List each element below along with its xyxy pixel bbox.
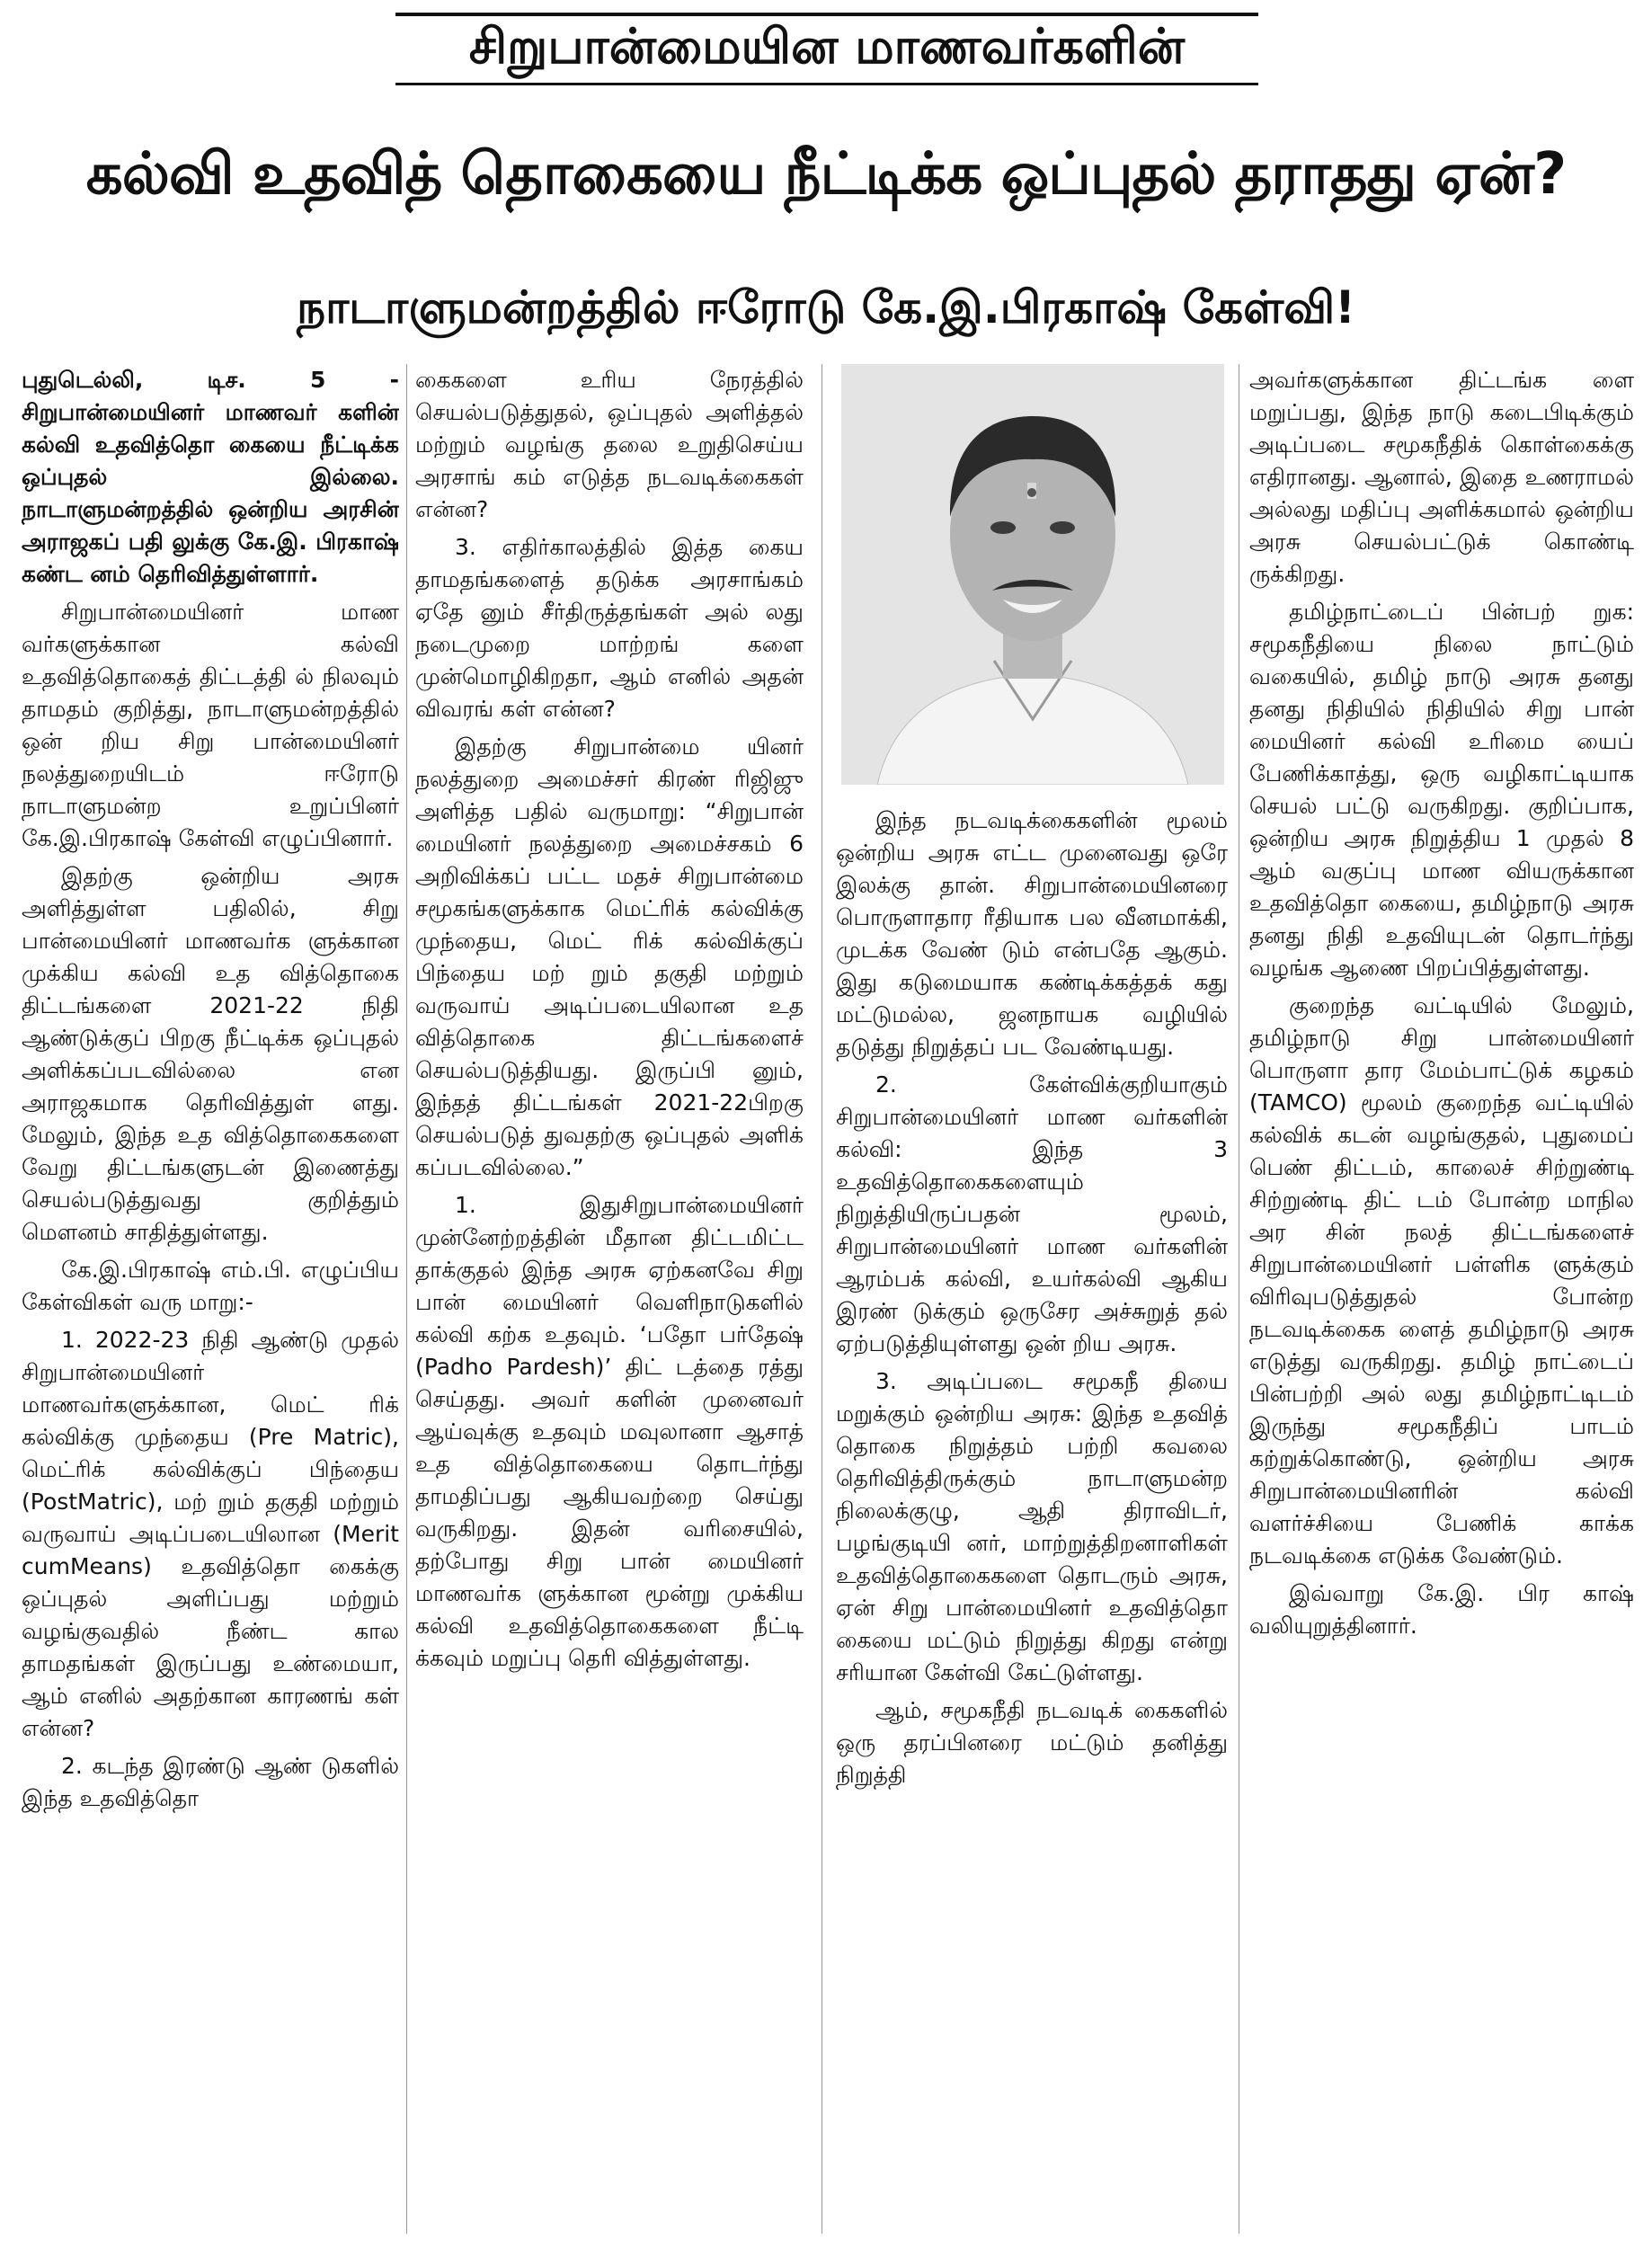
headline: கல்வி உதவித் தொகையை நீட்டிக்க ஒப்புதல் தராதது ஏன்? <box>85 141 1567 208</box>
paragraph: தமிழ்நாட்டைப் பின்பற் றுக: சமூகநீதியை நிலை நாட்டும் வகையில், தமிழ் நாடு அரசு தனது தனது நிதியில் நிதியில் சிறு பான் மையினர் கல்வி உரிமை யைப் பேணிக்காத்து, ஒரு வழிகாட்டியாக செயல் பட்டு வருகிறது. குறிப்பாக, ஒன்றிய அரசு நிறுத்திய 1 முதல் 8 ஆம் வகுப்பு மாண வியருக்கான உதவித்தொ கையை, தமிழ்நாடு அரசு தனது நிதி உதவியுடன் தொடர்ந்து வழங்க ஆணை பிறப்பித்துள்ளது. <box>1249 599 1634 981</box>
paragraph: 1. 2022-23 நிதி ஆண்டு முதல் சிறுபான்மையினர் மாணவர்களுக்கான, மெட் ரிக் கல்விக்கு முந்தைய (Pre Matric), மெட்ரிக் கல்விக்குப் பிந்தைய (PostMatric), மற் றும் தகுதி மற்றும் வருவாய் அடிப்படையிலான (Merit cumMeans) உதவித்தொ கைக்கு ஒப்புதல் அளிப்பது மற்றும் வழங்குவதில் நீண்ட கால தாமதங்கள் இருப்பது உண்மையா, ஆம் எனில் அதற்கான காரணங் கள் என்ன? <box>22 1327 399 1741</box>
lead-paragraph: புதுடெல்லி, டிச. 5 - சிறுபான்மையினர் மாணவர் களின் கல்வி உதவித்தொ கையை நீட்டிக்க ஒப்புதல் இல்லை. நாடாளுமன்றத்தில் ஒன்றிய அரசின் அராஜகப் பதி லுக்கு கே.இ. பிரகாஷ் கண்ட னம் தெரிவித்துள்ளார். <box>22 367 399 587</box>
paragraph: இந்த நடவடிக்கைகளின் மூலம் ஒன்றிய அரசு எட்ட முனைவது ஒரே இலக்கு தான். சிறுபான்மையினரை பொருளாதார ரீதியாக பல வீனமாக்கி, முடக்க வேண் டும் என்பதே ஆகும். இது கடுமையாக கண்டிக்கத்தக் கது மட்டுமல்ல, ஜனநாயக வழியில் தடுத்து நிறுத்தப் பட வேண்டியது. <box>836 807 1228 1060</box>
paragraph: குறைந்த வட்டியில் மேலும், தமிழ்நாடு சிறு பான்மையினர் பொருளா தார மேம்பாட்டுக் கழகம் (TAMCO) மூலம் குறைந்த வட்டியில் கல்விக் கடன் வழங்குதல், புதுமைப் பெண் திட்டம், காலைச் சிற்றுண்டி சிற்றுண்டி திட் டம் போன்ற மாநில அர சின் நலத் திட்டங்களைச் சிறுபான்மையினர் பள்ளிக ளுக்கும் விரிவுபடுத்துதல் போன்ற நடவடிக்கைக ளைத் தமிழ்நாடு அரசு எடுத்து வருகிறது. தமிழ் நாட்டைப் பின்பற்றி அல் லது தமிழ்நாட்டிடம் இருந்து சமூகநீதிப் பாடம் கற்றுக்கொண்டு, ஒன்றிய அரசு சிறுபான்மையினரின் கல்வி வளர்ச்சியை பேணிக் காக்க நடவடிக்கை எடுக்க வேண்டும். <box>1249 992 1634 1569</box>
portrait-icon <box>841 364 1224 785</box>
paragraph: 3. எதிர்காலத்தில் இத்த கைய தாமதங்களைத் தடுக்க அரசாங்கம் ஏதே னும் சீர்திருத்தங்கள் அல் லது நடைமுறை மாற்றங் களை முன்மொழிகிறதா, ஆம் எனில் அதன் விவரங் கள் என்ன? <box>415 534 804 722</box>
paragraph: 3. அடிப்படை சமூகநீ தியை மறுக்கும் ஒன்றிய அரசு: இந்த உதவித் தொகை நிறுத்தம் பற்றி கவலை தெரிவித்திருக்கும் நாடாளுமன்ற நிலைக்குழு, ஆதி திராவிடர், பழங்குடியி னர், மாற்றுத்திறனாளிகள் உதவித்தொகைகளை தொடரும் அரசு, ஏன் சிறு பான்மையினர் உதவித்தொ கையை மட்டும் நிறுத்து கிறது என்று சரியான கேள்வி கேட்டுள்ளது. <box>836 1368 1228 1685</box>
paragraph: இதற்கு ஒன்றிய அரசு அளித்துள்ள பதிலில், சிறு பான்மையினர் மாணவர்க ளுக்கான முக்கிய கல்வி உத வித்தொகை திட்டங்களை 2021-22 நிதி ஆண்டுக்குப் பிறகு நீட்டிக்க ஒப்புதல் அளிக்கப்படவில்லை என அராஜகமாக தெரிவித்துள் ளது. மேலும், இந்த உத வித்தொகைகளை வேறு திட்டங்களுடன் இணைத்து செயல்படுத்துவது குறித்தும் மௌனம் சாதித்துள்ளது. <box>22 863 399 1245</box>
paragraph: கே.இ.பிரகாஷ் எம்.பி. எழுப்பிய கேள்விகள் வரு மாறு:- <box>22 1257 399 1315</box>
article-column-1 <box>22 364 399 2243</box>
paragraph: இவ்வாறு கே.இ. பிர காஷ் வலியுறுத்தினார். <box>1249 1580 1634 1639</box>
kicker: சிறுபான்மையின மாணவர்களின் <box>395 13 1258 85</box>
article-column-3 <box>836 804 1228 2243</box>
paragraph: 2. கடந்த இரண்டு ஆண் டுகளில் இந்த உதவித்தொ <box>22 1753 399 1811</box>
article-column-4 <box>1249 364 1634 2243</box>
paragraph: சிறுபான்மையினர் மாண வர்களுக்கான கல்வி உதவித்தொகைத் திட்டத்தி ல் நிலவும் தாமதம் குறித்து, நாடாளுமன்றத்தில் ஒன் றிய சிறு பான்மையினர் நலத்துறையிடம் ஈரோடு நாடாளுமன்ற உறுப்பினர் கே.இ.பிரகாஷ் கேள்வி எழுப்பினார். <box>22 599 399 851</box>
subheadline: நாடாளுமன்றத்தில் ஈரோடு கே.இ.பிரகாஷ் கேள்வி! <box>297 280 1355 333</box>
paragraph: கைகளை உரிய நேரத்தில் செயல்படுத்துதல், ஒப்புதல் அளித்தல் மற்றும் வழங்கு தலை உறுதிசெய்ய அரசாங் கம் எடுத்த நடவடிக்கைகள் என்ன? <box>415 367 804 522</box>
paragraph: 2. கேள்விக்குறியாகும் சிறுபான்மையினர் மாண வர்களின் கல்வி: இந்த 3 உதவித்தொகைகளையும் நிறுத்தியிருப்பதன் மூலம், சிறுபான்மையினர் மாண வர்களின் ஆரம்பக் கல்வி, உயர்கல்வி ஆகிய இரண் டுக்கும் ஒருசேர அச்சுறுத் தல் ஏற்படுத்தியுள்ளது ஒன் றிய அரசு. <box>836 1071 1228 1356</box>
article-column-2 <box>415 364 804 2243</box>
paragraph: அவர்களுக்கான திட்டங்க ளை மறுப்பது, இந்த நாடு கடைபிடிக்கும் அடிப்படை சமூகநீதிக் கொள்கைக்கு எதிரானது. ஆனால், இதை உணராமல் அல்லது மதிப்பு அளிக்கமால் ஒன்றிய அரசு செயல்பட்டுக் கொண்டி ருக்கிறது. <box>1249 367 1634 587</box>
column-divider <box>406 364 407 2234</box>
paragraph: ஆம், சமூகநீதி நடவடிக் கைகளில் ஒரு தரப்பினரை மட்டும் தனித்து நிறுத்தி <box>836 1697 1228 1788</box>
paragraph: இதற்கு சிறுபான்மை யினர் நலத்துறை அமைச்சர் கிரண் ரிஜிஜு அளித்த பதில் வருமாறு: “சிறுபான் மையினர் நலத்துறை அமைச்சகம் 6 அறிவிக்கப் பட்ட மதச் சிறுபான்மை சமூகங்களுக்காக மெட்ரிக் கல்விக்கு முந்தைய, மெட் ரிக் கல்விக்குப் பிந்தைய மற் றும் தகுதி மற்றும் வருவாய் அடிப்படையிலான உத வித்தொகை திட்டங்களைச் செயல்படுத்தியது. இருப்பி னும், இந்தத் திட்டங்கள் 2021-22பிறகு செயல்படுத் துவதற்கு ஒப்புதல் அளிக் கப்படவில்லை.” <box>415 733 804 1180</box>
portrait-photo <box>841 364 1224 785</box>
paragraph: 1. இதுசிறுபான்மையினர் முன்னேற்றத்தின் மீதான திட்டமிட்ட தாக்குதல் இந்த அரசு ஏற்கனவே சிறு பான் மையினர் வெளிநாடுகளில் கல்வி கற்க உதவும். ‘பதோ பர்தேஷ் (Padho Pardesh)’ திட் டத்தை ரத்து செய்தது. அவர் களின் முனைவர் ஆய்வுக்கு உதவும் மவுலானா ஆசாத் உத வித்தொகையை தொடர்ந்து தாமதிப்பது ஆகியவற்றை செய்து வருகிறது. இதன் வரிசையில், தற்போது சிறு பான் மையினர் மாணவர்க ளுக்கான மூன்று முக்கிய கல்வி உதவித்தொகைகளை நீட்டி க்கவும் மறுப்பு தெரி வித்துள்ளது. <box>415 1192 804 1671</box>
